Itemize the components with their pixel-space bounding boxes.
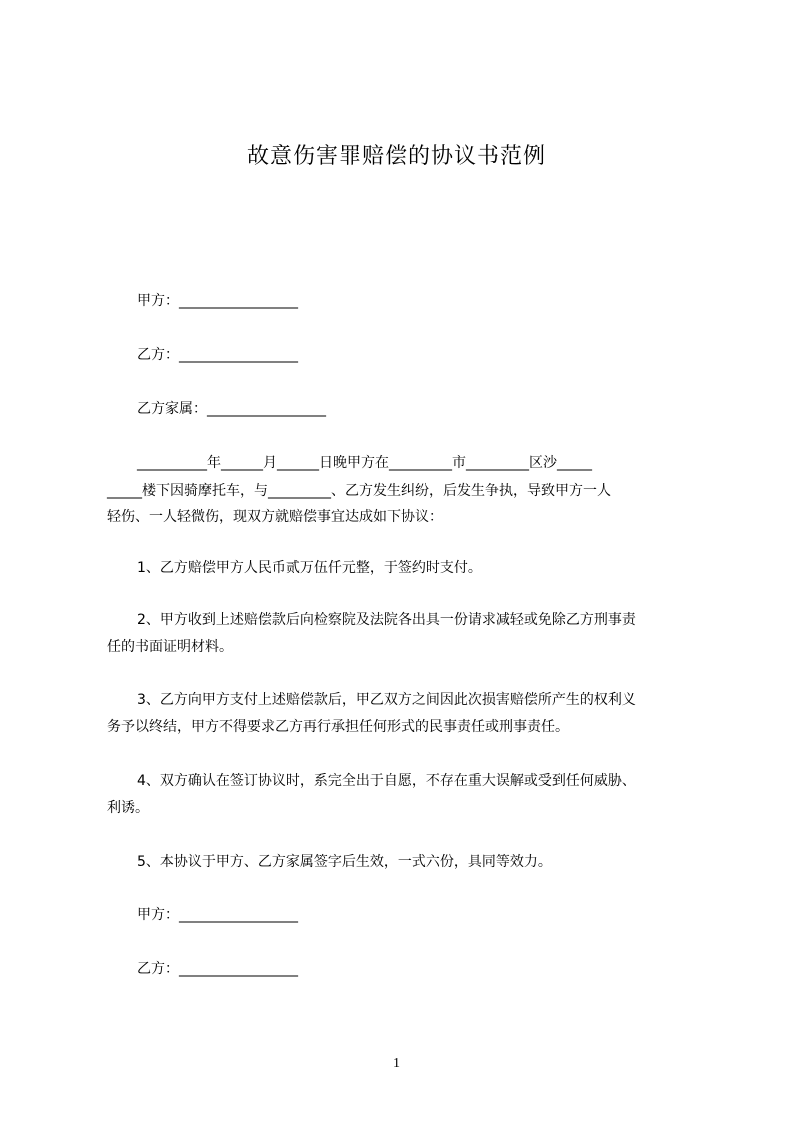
party-a-line: 甲方：_________________ (137, 293, 298, 309)
clause-2-line-2: 任的书面证明材料。 (107, 639, 233, 655)
clause-4-line-2: 利诱。 (107, 800, 149, 816)
clause-5: 5、本协议于甲方、乙方家属签字后生效，一式六份，具同等效力。 (137, 854, 552, 870)
signature-party-a: 甲方：_________________ (137, 907, 298, 923)
document-title: 故意伤害罪赔偿的协议书范例 (246, 144, 546, 169)
clause-4-line-1: 4、双方确认在签订协议时，系完全出于自愿，不存在重大误解或受到任何威胁、 (137, 773, 636, 789)
page-number: 1 (393, 1056, 400, 1071)
clause-1: 1、乙方赔偿甲方人民币贰万伍仟元整，于签约时支付。 (137, 560, 482, 576)
clause-2-line-1: 2、甲方收到上述赔偿款后向检察院及法院各出具一份请求减轻或免除乙方刑事责 (137, 612, 636, 628)
facts-line-1: __________年______月______日晚甲方在_________市_________区沙_____ (137, 455, 592, 471)
party-b-family-line: 乙方家属：_________________ (137, 401, 326, 417)
facts-line-2: _____楼下因骑摩托车，与_________、乙方发生纠纷，后发生争执，导致甲方一人 (107, 483, 611, 499)
signature-party-b: 乙方：_________________ (137, 961, 298, 977)
clause-3-line-1: 3、乙方向甲方支付上述赔偿款后，甲乙双方之间因此次损害赔偿所产生的权利义 (137, 692, 636, 708)
facts-line-3: 轻伤、一人轻微伤，现双方就赔偿事宜达成如下协议： (107, 509, 443, 525)
clause-3-line-2: 务予以终结，甲方不得要求乙方再行承担任何形式的民事责任或刑事责任。 (107, 719, 569, 735)
party-b-line: 乙方：_________________ (137, 347, 298, 363)
